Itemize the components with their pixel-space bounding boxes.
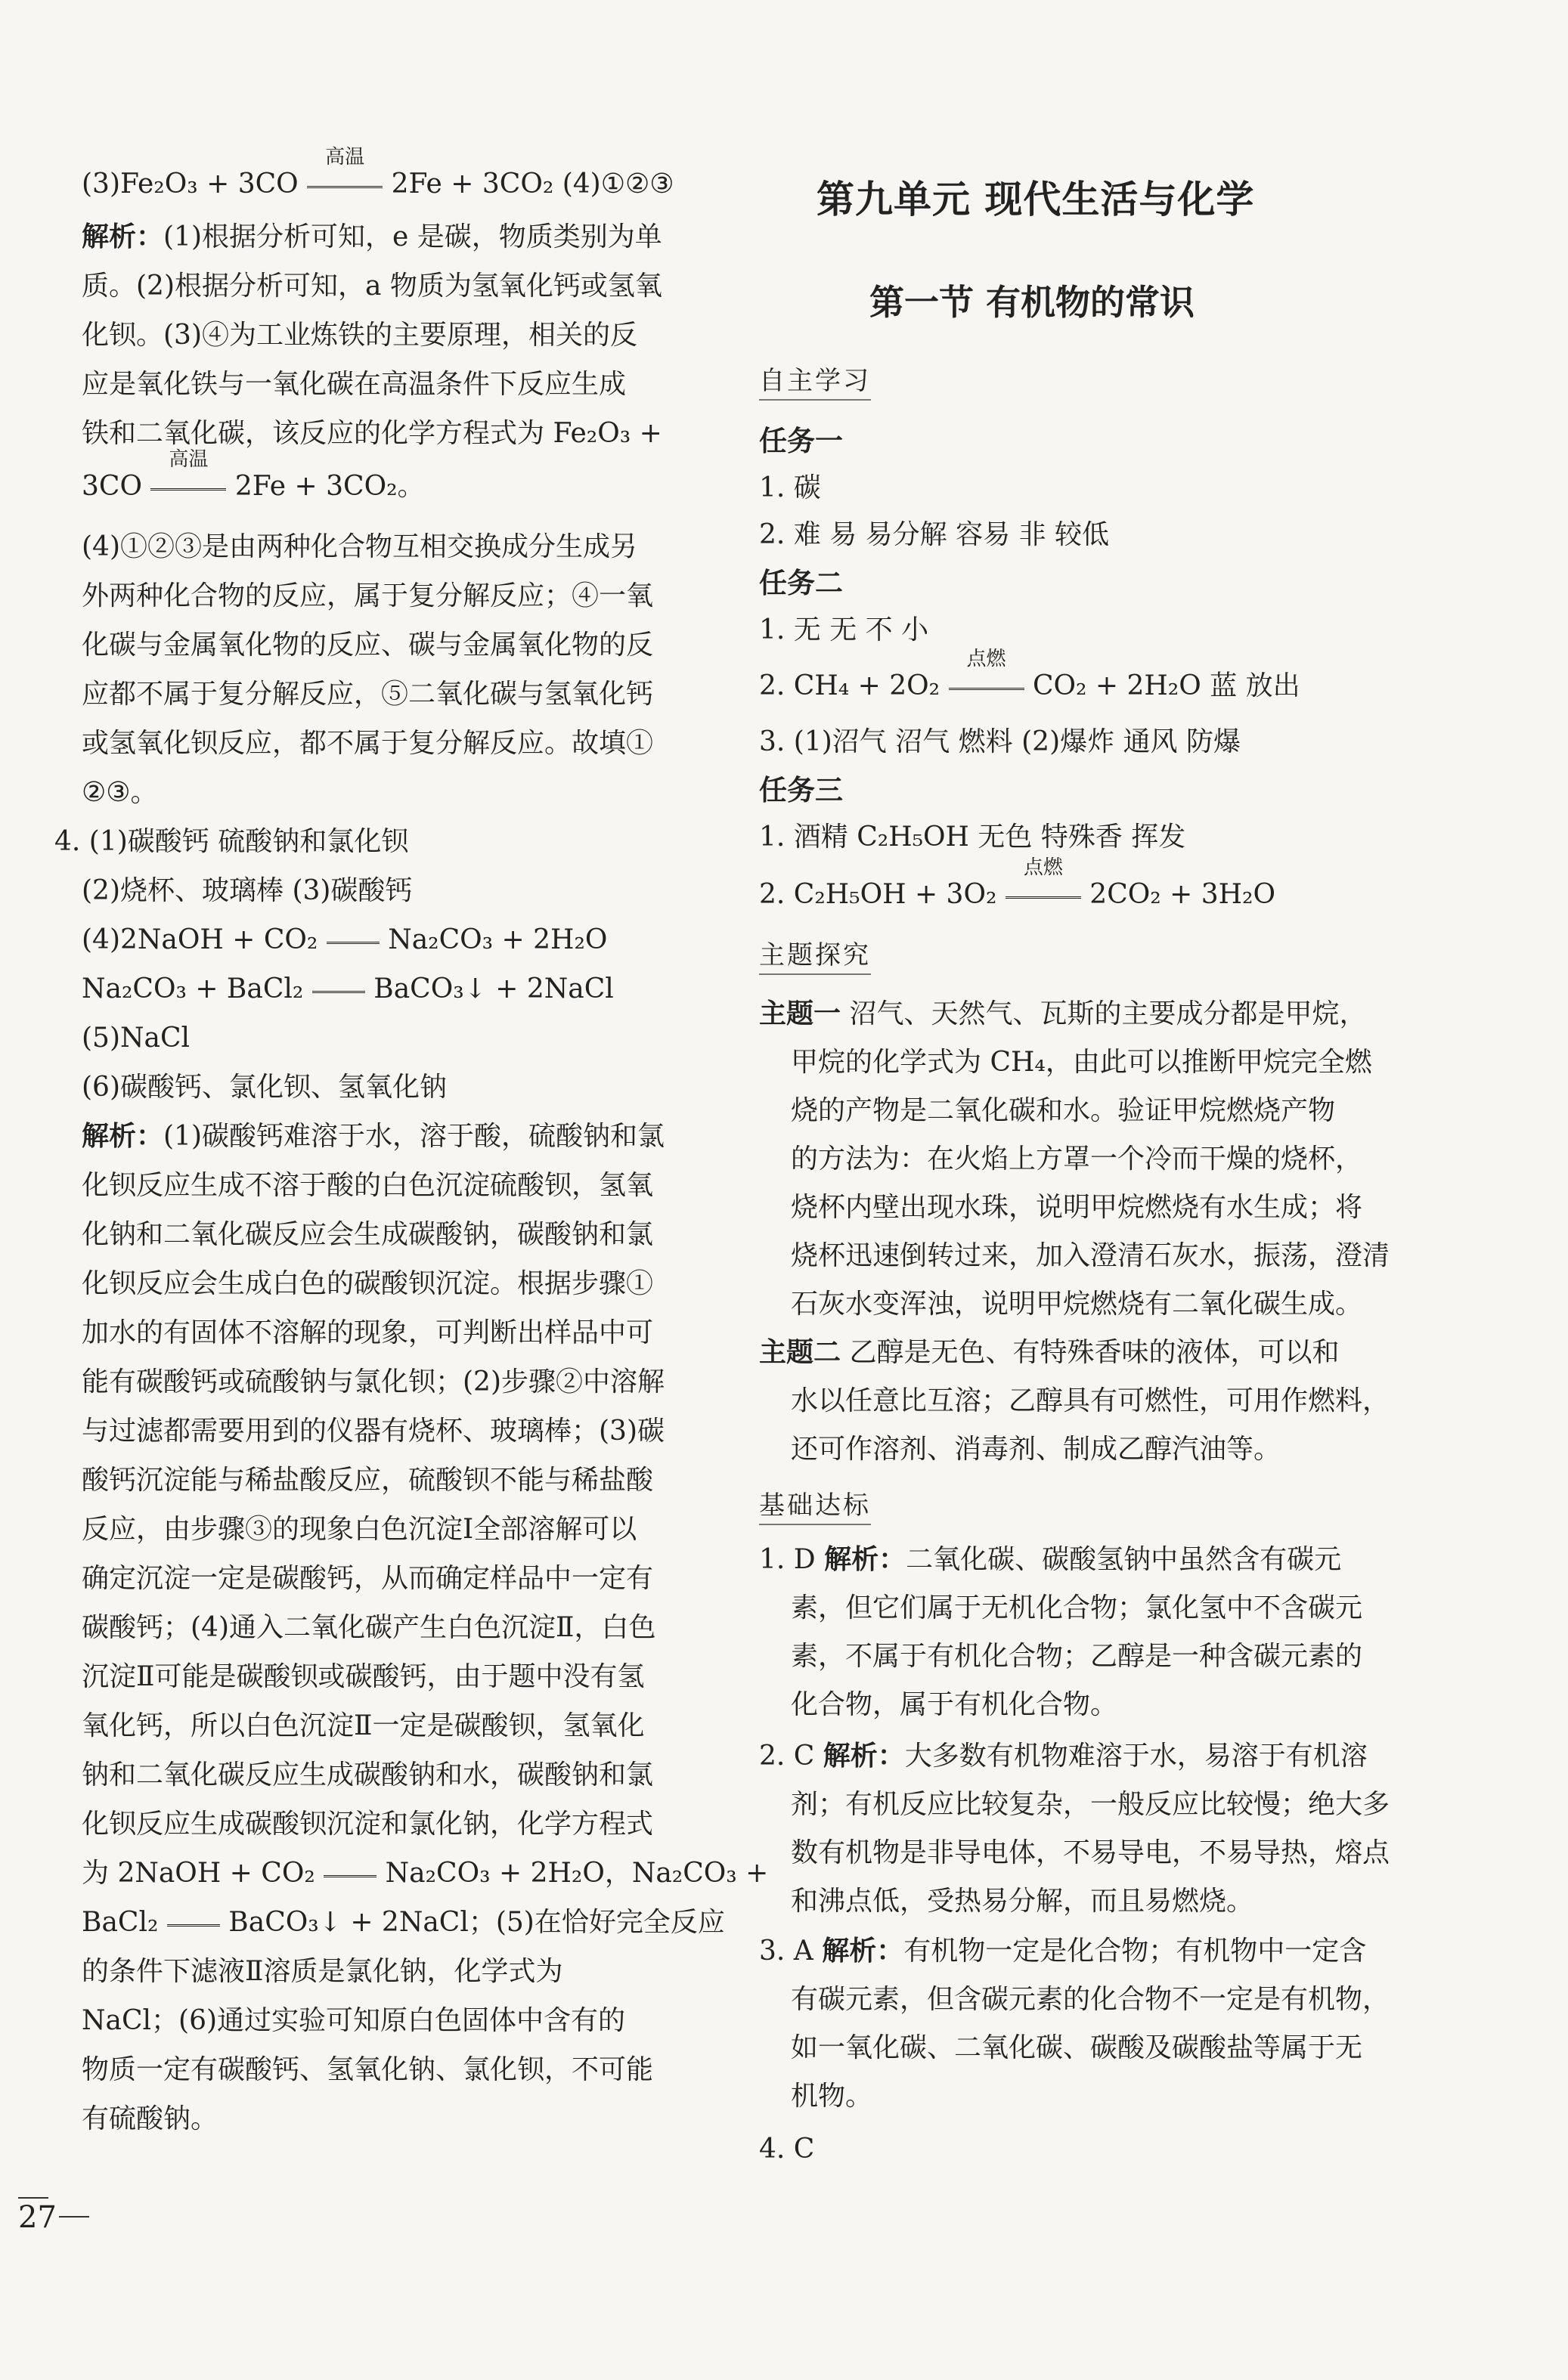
left-line: 加水的有固体不溶解的现象，可判断出样品中可 — [82, 1317, 654, 1348]
left-line: 化钡反应会生成白色的碳酸钡沉淀。根据步骤① — [82, 1268, 654, 1299]
left-line: (5)NaCl — [82, 1023, 191, 1054]
explore-line: 烧杯迅速倒转过来，加入澄清石灰水，振荡，澄清 — [791, 1240, 1390, 1271]
left-line: 化碳与金属氧化物的反应、碳与金属氧化物的反 — [82, 630, 654, 661]
explore-line: 还可作溶剂、消毒剂、制成乙醇汽油等。 — [791, 1434, 1281, 1465]
basic-line: 素，不属于有机化合物；乙醇是一种含碳元素的 — [791, 1641, 1363, 1672]
left-line: (3)Fe₂O₃ + 3CO 高温 2Fe + 3CO₂ (4)①②③ — [82, 146, 674, 200]
left-line: 化钡。(3)④为工业炼铁的主要原理，相关的反 — [82, 320, 637, 351]
left-line: 化钠和二氧化碳反应会生成碳酸钠，碳酸钠和氯 — [82, 1219, 654, 1250]
basic-line: 1. D 解析：二氧化碳、碳酸氢钠中虽然含有碳元 — [759, 1544, 1342, 1575]
left-line: 物质一定有碳酸钙、氢氧化钠、氯化钡，不可能 — [82, 2054, 654, 2085]
left-line: 应都不属于复分解反应，⑤二氧化碳与氢氧化钙 — [82, 679, 654, 710]
explore-line: 烧的产物是二氧化碳和水。验证甲烷燃烧产物 — [791, 1095, 1336, 1126]
explore-line: 烧杯内壁出现水珠，说明甲烷燃烧有水生成；将 — [791, 1192, 1363, 1223]
left-line: 有硫酸钠。 — [82, 2103, 218, 2134]
basic-header: 基础达标 — [759, 1489, 871, 1525]
section-title: 第一节 有机物的常识 — [869, 282, 1195, 323]
reaction-condition: 点燃 — [1006, 880, 1081, 903]
reaction-condition: 高温 — [150, 472, 226, 495]
explore-line: 石灰水变浑浊，说明甲烷燃烧有二氧化碳生成。 — [791, 1289, 1363, 1320]
left-line: (4)2NaOH + CO₂ Na₂CO₃ + 2H₂O — [82, 924, 608, 955]
explore-header: 主题探究 — [759, 939, 871, 975]
left-line: 或氢氧化钡反应，都不属于复分解反应。故填① — [82, 728, 654, 759]
task-heading: 任务二 — [759, 567, 843, 599]
basic-line: 如一氧化碳、二氧化碳、碳酸及碳酸盐等属于无 — [791, 2032, 1363, 2063]
answer-line: 2. CH₄ + 2O₂ 点燃 CO₂ + 2H₂O 蓝 放出 — [759, 648, 1300, 701]
left-line: 化钡反应生成不溶于酸的白色沉淀硫酸钡，氢氧 — [82, 1170, 654, 1201]
basic-line: 2. C 解析：大多数有机物难溶于水，易溶于有机溶 — [759, 1741, 1368, 1772]
basic-line: 和沸点低，受热易分解，而且易燃烧。 — [791, 1886, 1254, 1917]
basic-line: 3. A 解析：有机物一定是化合物；有机物中一定含 — [759, 1936, 1367, 1967]
left-line: 铁和二氧化碳，该反应的化学方程式为 Fe₂O₃ + — [82, 418, 662, 449]
basic-line: 化合物，属于有机化合物。 — [791, 1689, 1118, 1720]
left-line: 化钡反应生成碳酸钡沉淀和氯化钠，化学方程式 — [82, 1809, 654, 1840]
page-number: 27 — [8, 2196, 89, 2236]
basic-line: 剂；有机反应比较复杂，一般反应比较慢；绝大多 — [791, 1789, 1390, 1820]
left-line: 解析：(1)根据分析可知，e 是碳，物质类别为单 — [82, 221, 662, 252]
left-line: 4. (1)碳酸钙 硫酸钠和氯化钡 — [54, 826, 409, 857]
left-line: 反应，由步骤③的现象白色沉淀Ⅰ全部溶解可以 — [82, 1514, 637, 1545]
left-line: 酸钙沉淀能与稀盐酸反应，硫酸钡不能与稀盐酸 — [82, 1465, 654, 1496]
left-line: 沉淀Ⅱ可能是碳酸钡或碳酸钙，由于题中没有氢 — [82, 1661, 645, 1692]
task-heading: 任务三 — [759, 774, 843, 806]
left-line: NaCl；(6)通过实验可知原白色固体中含有的 — [82, 2005, 626, 2036]
left-line: 氧化钙，所以白色沉淀Ⅱ一定是碳酸钡，氢氧化 — [82, 1710, 645, 1741]
left-line: (2)烧杯、玻璃棒 (3)碳酸钙 — [82, 875, 413, 906]
answer-line: 2. C₂H₅OH + 3O₂ 点燃 2CO₂ + 3H₂O — [759, 856, 1275, 910]
reaction-condition: 高温 — [307, 169, 383, 193]
task-heading: 任务一 — [759, 425, 843, 457]
self-study-header: 自主学习 — [759, 364, 871, 401]
unit-title: 第九单元 现代生活与化学 — [817, 177, 1255, 221]
left-line: ②③。 — [82, 777, 158, 808]
left-line: 确定沉淀一定是碳酸钙，从而确定样品中一定有 — [82, 1563, 654, 1594]
basic-line: 机物。 — [791, 2081, 873, 2112]
explore-line: 甲烷的化学式为 CH₄，由此可以推断甲烷完全燃 — [791, 1047, 1372, 1078]
answer-line: 1. 无 无 不 小 — [759, 614, 929, 645]
left-line: 解析：(1)碳酸钙难溶于水，溶于酸，硫酸钠和氯 — [82, 1121, 665, 1152]
left-line: 能有碳酸钙或硫酸钠与氯化钡；(2)步骤②中溶解 — [82, 1366, 665, 1397]
left-line: Na₂CO₃ + BaCl₂ BaCO₃↓ + 2NaCl — [82, 973, 614, 1004]
reaction-condition: 点燃 — [949, 671, 1024, 695]
basic-line: 数有机物是非导电体，不易导电，不易导热，熔点 — [791, 1837, 1390, 1868]
left-line: (4)①②③是由两种化合物互相交换成分生成另 — [82, 531, 637, 562]
left-line: 应是氧化铁与一氧化碳在高温条件下反应生成 — [82, 369, 627, 400]
answer-line: 1. 酒精 C₂H₅OH 无色 特殊香 挥发 — [759, 822, 1186, 853]
basic-line: 有碳元素，但含碳元素的化合物不一定是有机物， — [791, 1984, 1390, 2015]
left-line: 为 2NaOH + CO₂ Na₂CO₃ + 2H₂O，Na₂CO₃ + — [82, 1858, 769, 1889]
left-line: 外两种化合物的反应，属于复分解反应；④一氧 — [82, 580, 654, 611]
left-line: (6)碳酸钙、氯化钡、氢氧化钠 — [82, 1072, 447, 1103]
left-line: 的条件下滤液Ⅱ溶质是氯化钠，化学式为 — [82, 1956, 563, 1987]
explore-line: 水以任意比互溶；乙醇具有可燃性，可用作燃料， — [791, 1385, 1390, 1416]
basic-line: 素，但它们属于无机化合物；氯化氢中不含碳元 — [791, 1592, 1363, 1623]
explore-line: 的方法为：在火焰上方罩一个冷而干燥的烧杯， — [791, 1144, 1363, 1175]
explore-line: 主题一 沼气、天然气、瓦斯的主要成分都是甲烷， — [759, 998, 1367, 1029]
answer-line: 2. 难 易 易分解 容易 非 较低 — [759, 519, 1110, 550]
left-line: 3CO 高温 2Fe + 3CO₂。 — [82, 448, 425, 502]
basic-line: 4. C — [759, 2134, 815, 2165]
explore-line: 主题二 乙醇是无色、有特殊香味的液体，可以和 — [759, 1337, 1340, 1368]
left-line: 钠和二氧化碳反应生成碳酸钠和水，碳酸钠和氯 — [82, 1759, 654, 1790]
left-line: BaCl₂ BaCO₃↓ + 2NaCl；(5)在恰好完全反应 — [82, 1907, 725, 1938]
answer-line: 1. 碳 — [759, 472, 821, 503]
answer-line: 3. (1)沼气 沼气 燃料 (2)爆炸 通风 防爆 — [759, 726, 1241, 757]
left-line: 与过滤都需要用到的仪器有烧杯、玻璃棒；(3)碳 — [82, 1416, 665, 1447]
left-line: 质。(2)根据分析可知，a 物质为氢氧化钙或氢氧 — [82, 271, 662, 302]
left-line: 碳酸钙；(4)通入二氧化碳产生白色沉淀Ⅱ，白色 — [82, 1612, 656, 1643]
